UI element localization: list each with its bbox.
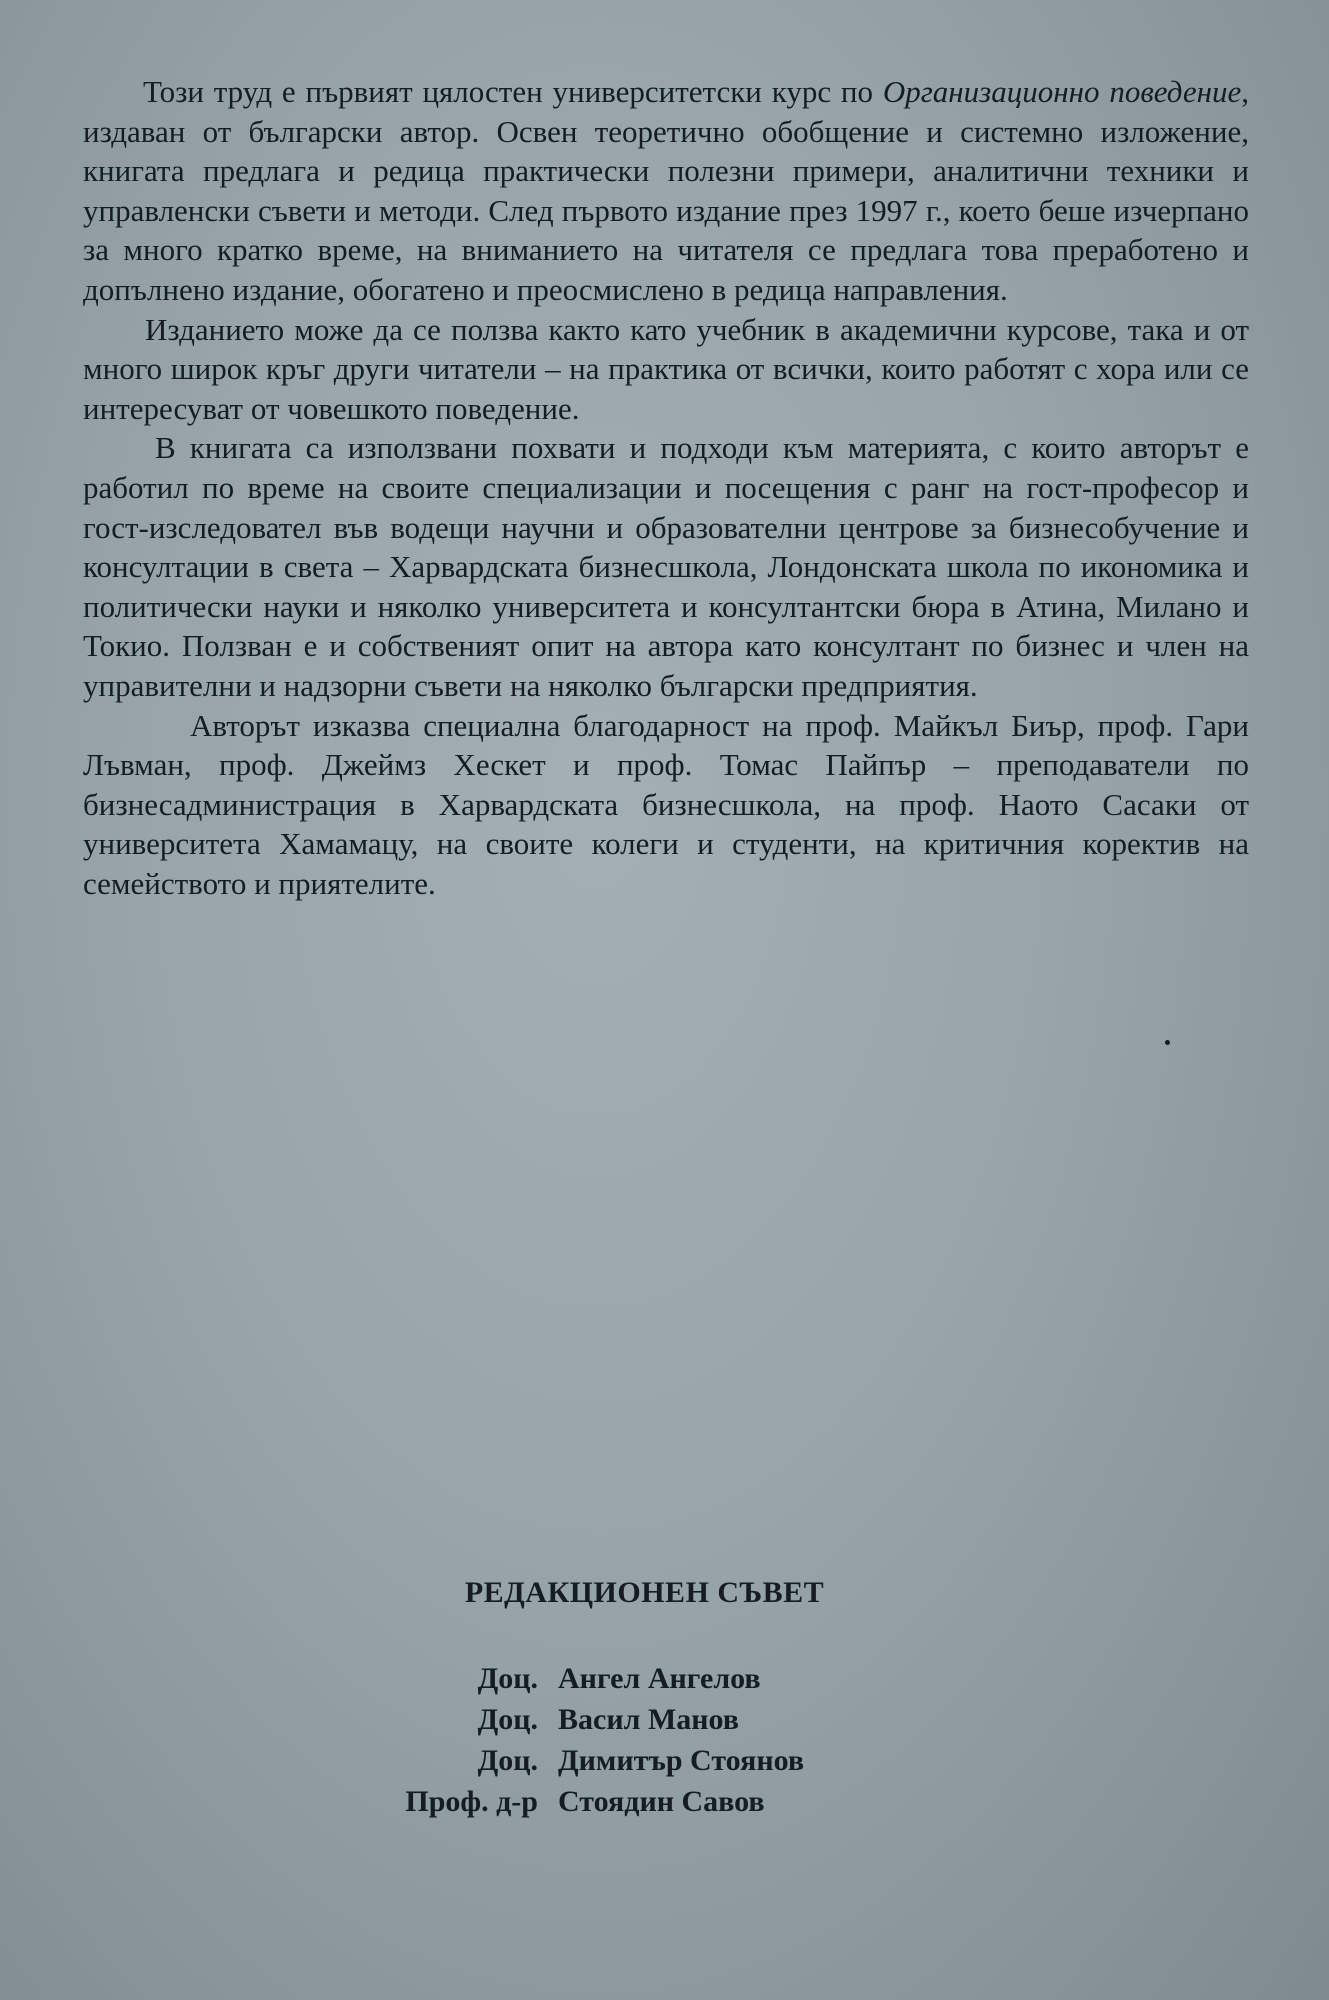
member-name: Васил Манов xyxy=(558,1702,739,1736)
board-member xyxy=(380,1740,980,1781)
intro-paragraph-1: Този труд е първият цялостен университетски курс по Организационно поведение, издаван от български автор. Освен теоретично обобщение и системно изложение, книгата предлага и редица практически полезни примери, аналитични техники и управленски съвети и методи. След първото издание през 1997 г., което беше изчерпано за много кратко време, на вниманието на читателя се предлага това преработено и допълнено издание, обогатено и преосмислено в редица направления. xyxy=(83,74,1249,307)
board-member xyxy=(380,1699,980,1740)
member-name: Ангел Ангелов xyxy=(558,1661,761,1695)
intro-paragraph-2: Изданието може да се ползва както като учебник в академични курсове, така и от много широк кръг други читатели – на практика от всички, които работят с хора или се интересуват от човешкото поведение. xyxy=(83,311,1249,426)
course-title-italic: Организационно поведение xyxy=(882,74,1242,109)
member-rank: Проф. д-р xyxy=(405,1784,538,1818)
board-member xyxy=(380,1781,980,1822)
member-rank: Доц. xyxy=(477,1702,538,1736)
acknowledgements-paragraph: Авторът изказва специална благодарност на проф. Майкъл Биър, проф. Гари Лъвман, проф. Джеймз Хескет и проф. Томас Пайпър – преподаватели по бизнесадминистрация в Харвардската бизнесшкола, на проф. Наото Сасаки от университета Хамамацу, на своите колеги и студенти, на критичния коректив на семейството и приятелите. xyxy=(83,707,1249,901)
intro-paragraph-3: В книгата са използвани похвати и подходи към материята, с които авторът е работил по време на своите специализации и посещения с ранг на гост-професор и гост-изследовател във водещи научни и образователни центрове за бизнесобучение и консултации в света – Харвардската бизнесшкола, Лондонската школа по икономика и политически науки и няколко университета и консултантски бюра в Атина, Милано и Токио. Ползван е и собственият опит на автора като консултант по бизнес и член на управителни и надзорни съвети на няколко български предприятия. xyxy=(83,430,1249,703)
member-name: Димитър Стоянов xyxy=(558,1743,805,1777)
editorial-board-title: РЕДАКЦИОНЕН СЪВЕТ xyxy=(464,1576,825,1609)
member-rank: Доц. xyxy=(477,1661,538,1695)
board-member xyxy=(380,1658,980,1699)
member-rank: Доц. xyxy=(477,1743,538,1777)
member-name: Стоядин Савов xyxy=(558,1784,765,1818)
intro-text xyxy=(83,72,1249,903)
editorial-board-list xyxy=(380,1658,980,1822)
ink-speck xyxy=(1165,1040,1170,1045)
